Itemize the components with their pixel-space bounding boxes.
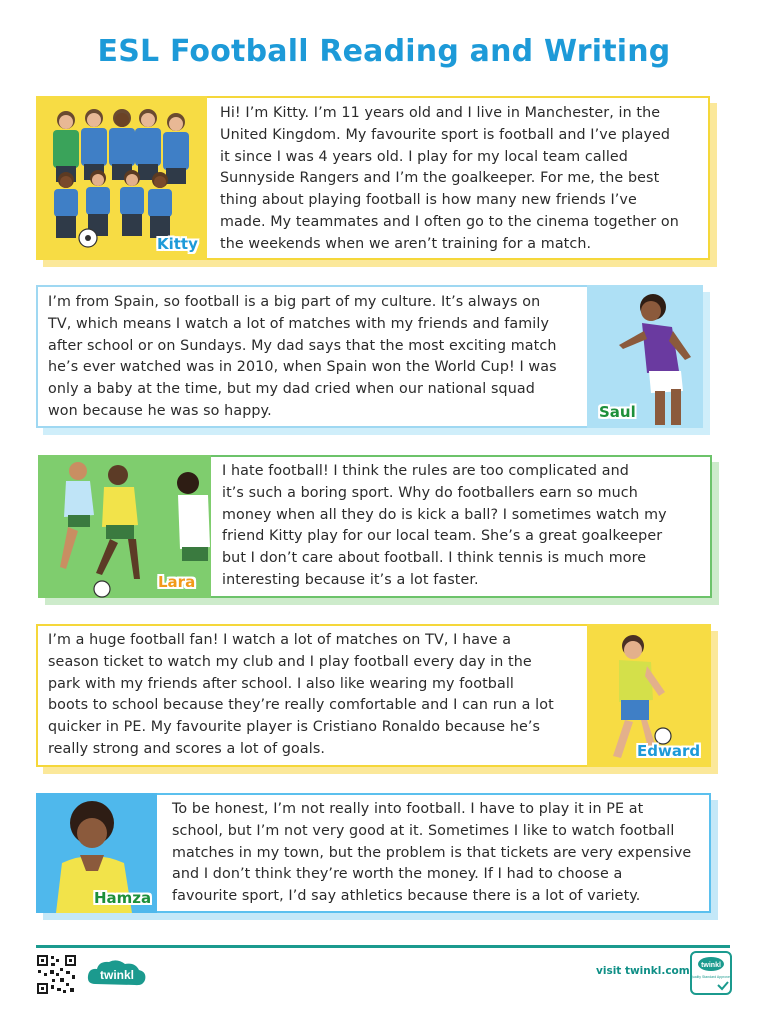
card-kitty — [36, 96, 710, 260]
kitty-team-photo-icon — [36, 96, 207, 260]
brand-name: twinkl — [99, 968, 135, 982]
footer-divider — [36, 945, 730, 948]
card-edward — [36, 624, 711, 767]
card-name-label: Hamza — [94, 889, 152, 907]
quality-badge-icon — [690, 951, 732, 995]
card-paragraph: I’m a huge football fan! I watch a lot of matches on TV, I have a season ticket to watch my club and I play football every day in the park with my friends after school. I also like wearing my football boots to school because they’re really comfortable and I can run a lot quicker in PE. My favourite player is Cristiano Ronaldo because he’s really strong and scores a lot of goals. — [48, 632, 554, 757]
saul-boy-kicking-icon — [587, 285, 703, 428]
qr-code-icon[interactable] — [36, 954, 77, 995]
card-name-label: Saul — [599, 403, 636, 421]
badge-caption: Quality Standard Approved — [690, 975, 732, 979]
card-paragraph: To be honest, I’m not really into football. I have to play it in PE at school, but I’m not very good at it. Sometimes I like to watch football matches in my town, but the problem is that tickets are very expensive and I don’t think they’re worth the money. If I had to choose a favourite sport, I’d say athletics because there is a lot of variety. — [172, 801, 692, 905]
card-paragraph: I’m from Spain, so football is a big part of my culture. It’s always on TV, which means I watch a lot of matches with my friends and family after school or on Sundays. My dad says that the most exciting match he’s ever watched was in 2010, when Spain won the World Cup! I was only a baby at the time, but my dad cried when our national squad won because he was so happy. — [48, 294, 557, 419]
page-title: ESL Football Reading and Writing — [97, 34, 671, 69]
lara-girls-playing-icon — [38, 455, 211, 598]
card-paragraph: I hate football! I think the rules are too complicated and it’s such a boring sport. Why do footballers earn so much money when all they do is kick a ball? I sometimes watch my friend Kitty play for our local team. She’s a great goalkeeper but I don’t care about football. I think tennis is much more interesting because it’s a lot faster. — [222, 463, 667, 588]
card-name-label: Kitty — [157, 235, 198, 253]
card-name-label: Edward — [637, 742, 701, 760]
card-paragraph: Hi! I’m Kitty. I’m 11 years old and I live in Manchester, in the United Kingdom. My favourite sport is football and I’ve played it since I was 4 years old. I play for my local team called Sunnyside Rangers and I’m the goalkeeper. For me, the best thing about playing football is how many new friends I’ve made. My teammates and I often go to the cinema together on the weekends when we aren’t training for a match. — [220, 105, 679, 252]
twinkl-logo-icon[interactable] — [85, 956, 149, 992]
hamza-boy-portrait-icon — [36, 793, 157, 913]
card-lara — [38, 455, 712, 598]
badge-brand: twinkl — [701, 962, 721, 969]
card-name-label: Lara — [158, 573, 196, 591]
visit-link[interactable]: visit twinkl.com — [596, 965, 690, 977]
card-saul — [36, 285, 703, 428]
card-hamza — [36, 793, 711, 913]
edward-boy-dribbling-icon — [587, 624, 711, 767]
